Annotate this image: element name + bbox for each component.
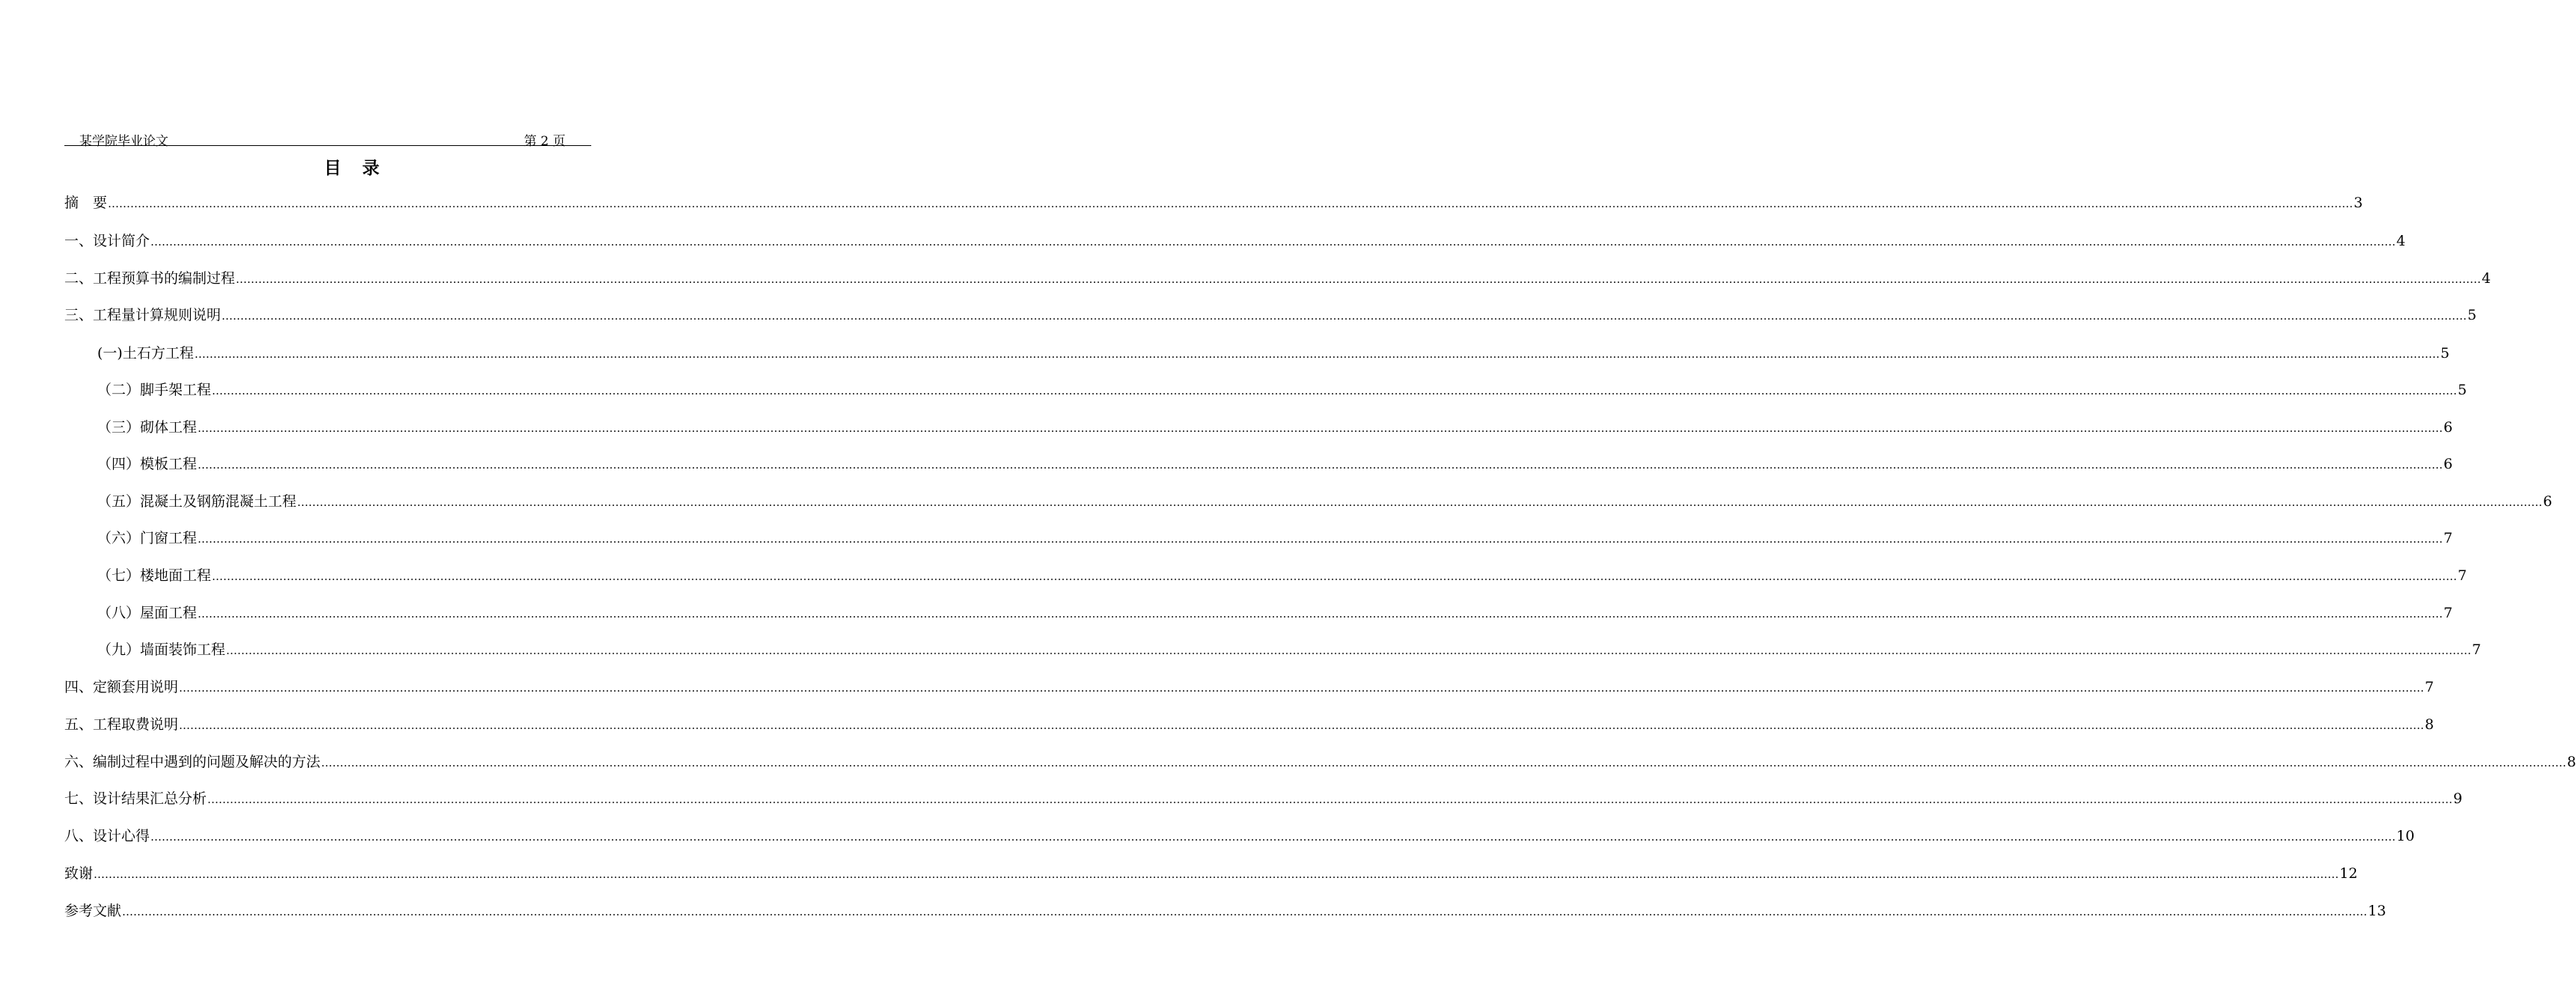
toc-subentry[interactable] <box>97 418 2453 436</box>
toc-subentry[interactable] <box>97 493 2553 510</box>
toc-entry-label: 土石方工程 <box>122 345 194 362</box>
toc-entry-label: 工程预算书的编制过程 <box>93 270 236 287</box>
toc-subentry[interactable] <box>97 641 2482 659</box>
toc-entry-page: 3 <box>2354 195 2363 211</box>
toc-entry[interactable] <box>64 753 2576 771</box>
toc-leader-dots: …………………………………………………………………………………………………………………………………………………………………………………………………………………………………………………………………………………………………………………………………………………………………………………………………………………………………………………………………………………………………………………………………………………… <box>179 681 2425 695</box>
toc-entry-label: 设计结果汇总分析 <box>93 790 207 807</box>
toc-entry-label: 墙面装饰工程 <box>140 641 226 658</box>
toc-entry-page: 9 <box>2453 790 2463 807</box>
toc-entry-label: 门窗工程 <box>140 530 198 546</box>
toc-entry-number: 一、 <box>64 233 94 249</box>
toc-entry-page: 7 <box>2444 605 2453 621</box>
toc-entry-label: 混凝土及钢筋混凝土工程 <box>140 493 297 510</box>
toc-entry-page: 5 <box>2440 345 2450 362</box>
toc-entry-number: 六、 <box>64 754 94 770</box>
toc-subentry[interactable] <box>97 529 2453 547</box>
toc-entry[interactable] <box>64 790 2463 808</box>
toc-subentry[interactable] <box>97 604 2453 622</box>
toc-leader-dots: …………………………………………………………………………………………………………………………………………………………………………………………………………………………………………………………………………………………………………………………………………………………………………………………………………………………………………………………………………………………………………………………………………………… <box>198 458 2444 472</box>
toc-leader-dots: …………………………………………………………………………………………………………………………………………………………………………………………………………………………………………………………………………………………………………………………………………………………………………………………………………………………………………………………………………………………………………………………………………………… <box>297 496 2543 509</box>
toc-subentry[interactable] <box>97 344 2450 362</box>
toc-entry-page: 8 <box>2567 754 2576 770</box>
toc-entry-page: 12 <box>2340 865 2358 882</box>
toc-leader-dots: …………………………………………………………………………………………………………………………………………………………………………………………………………………………………………………………………………………………………………………………………………………………………………………………………………………………………………………………………………………………………………………………………………………… <box>179 719 2425 732</box>
toc-entry-page: 13 <box>2368 903 2387 919</box>
toc-entry-number: 二、 <box>64 270 94 287</box>
page-header <box>64 130 591 149</box>
toc-entry-page: 7 <box>2425 679 2435 695</box>
toc-entry-label: 砌体工程 <box>140 419 198 436</box>
toc-entry-label: 脚手架工程 <box>140 382 212 398</box>
toc-entry-number: 致谢 <box>64 865 94 882</box>
toc-entry-acknowledgements[interactable] <box>64 865 2358 882</box>
toc-entry[interactable] <box>64 827 2415 845</box>
toc-entry-label: 设计简介 <box>93 233 150 249</box>
toc-entry[interactable] <box>64 306 2477 324</box>
toc-entry[interactable] <box>64 232 2406 250</box>
toc-leader-dots: …………………………………………………………………………………………………………………………………………………………………………………………………………………………………………………………………………………………………………………………………………………………………………………………………………………………………………………………………………………………………………………………………………………… <box>226 644 2472 657</box>
toc-entry-number: （九） <box>97 641 141 658</box>
toc-entry-number: （二） <box>97 382 141 398</box>
toc-entry-number: （五） <box>97 493 141 510</box>
toc-entry-number: （三） <box>97 419 141 436</box>
toc-entry-page: 6 <box>2543 493 2553 510</box>
toc-entry-number: 四、 <box>64 679 94 695</box>
toc-entry-label: 屋面工程 <box>140 605 198 621</box>
toc-leader-dots: …………………………………………………………………………………………………………………………………………………………………………………………………………………………………………………………………………………………………………………………………………………………………………………………………………………………………………………………………………………………………………………………………………………… <box>198 421 2444 435</box>
toc-subentry[interactable] <box>97 381 2467 399</box>
toc-entry-page: 7 <box>2458 567 2467 584</box>
toc-entry-number: 摘 要 <box>64 195 108 211</box>
toc-entry-label: 定额套用说明 <box>93 679 179 695</box>
toc-entry-page: 5 <box>2467 307 2477 323</box>
toc-entry-page: 7 <box>2472 641 2482 658</box>
toc-leader-dots: …………………………………………………………………………………………………………………………………………………………………………………………………………………………………………………………………………………………………………………………………………………………………………………………………………………………………………………………………………………………………………………………………………………… <box>207 793 2453 806</box>
toc-entry-number: （七） <box>97 567 141 584</box>
toc-entry-label: 编制过程中遇到的问题及解决的方法 <box>93 754 321 770</box>
toc-leader-dots: …………………………………………………………………………………………………………………………………………………………………………………………………………………………………………………………………………………………………………………………………………………………………………………………………………………………………………………………………………………………………………………………………………………… <box>194 347 2440 361</box>
header-page-number: 第 2 页 <box>524 134 566 149</box>
toc-entry-page: 8 <box>2425 716 2435 733</box>
toc-entry-page: 4 <box>2482 270 2491 287</box>
toc-leader-dots: …………………………………………………………………………………………………………………………………………………………………………………………………………………………………………………………………………………………………………………………………………………………………………………………………………………………………………………………………………………………………………………………………………………… <box>198 607 2444 621</box>
toc-leader-dots: …………………………………………………………………………………………………………………………………………………………………………………………………………………………………………………………………………………………………………………………………………………………………………………………………………………………………………………………………………………………………………………………………………………… <box>108 197 2354 210</box>
page-title: 目 录 <box>323 159 387 178</box>
toc-entry-abstract[interactable] <box>64 194 2363 212</box>
toc-leader-dots: …………………………………………………………………………………………………………………………………………………………………………………………………………………………………………………………………………………………………………………………………………………………………………………………………………………………………………………………………………………………………………………………………………………… <box>236 272 2482 286</box>
toc-leader-dots: …………………………………………………………………………………………………………………………………………………………………………………………………………………………………………………………………………………………………………………………………………………………………………………………………………………………………………………………………………………………………………………………………………………… <box>94 868 2340 881</box>
toc-entry-number: 五、 <box>64 716 94 733</box>
toc-entry-page: 4 <box>2396 233 2406 249</box>
toc-leader-dots: …………………………………………………………………………………………………………………………………………………………………………………………………………………………………………………………………………………………………………………………………………………………………………………………………………………………………………………………………………………………………………………………………………………… <box>222 309 2467 323</box>
toc-entry-page: 10 <box>2396 828 2415 844</box>
toc-entry-references[interactable] <box>64 902 2387 920</box>
toc-leader-dots: …………………………………………………………………………………………………………………………………………………………………………………………………………………………………………………………………………………………………………………………………………………………………………………………………………………………………………………………………………………………………………………………………………………… <box>321 756 2567 769</box>
header-title: 某学院毕业论文 <box>79 134 168 149</box>
toc-entry-page: 6 <box>2444 456 2453 472</box>
toc-leader-dots: …………………………………………………………………………………………………………………………………………………………………………………………………………………………………………………………………………………………………………………………………………………………………………………………………………………………………………………………………………………………………………………………………………………… <box>150 830 2396 844</box>
toc-entry-number: 参考文献 <box>64 903 122 919</box>
toc-entry-label: 楼地面工程 <box>140 567 212 584</box>
toc-entry[interactable] <box>64 678 2435 696</box>
toc-entry-label: 设计心得 <box>93 828 150 844</box>
toc-leader-dots: …………………………………………………………………………………………………………………………………………………………………………………………………………………………………………………………………………………………………………………………………………………………………………………………………………………………………………………………………………………………………………………………………………………… <box>198 532 2444 546</box>
toc-subentry[interactable] <box>97 455 2453 473</box>
toc-entry-page: 6 <box>2444 419 2453 436</box>
toc-entry[interactable] <box>64 716 2435 734</box>
toc-entry-number: 八、 <box>64 828 94 844</box>
toc-entry-label: 工程取费说明 <box>93 716 179 733</box>
toc-entry-number: 三、 <box>64 307 94 323</box>
toc-entry-label: 模板工程 <box>140 456 198 472</box>
toc-leader-dots: …………………………………………………………………………………………………………………………………………………………………………………………………………………………………………………………………………………………………………………………………………………………………………………………………………………………………………………………………………………………………………………………………………………… <box>212 384 2458 397</box>
toc-subentry[interactable] <box>97 567 2467 585</box>
toc-leader-dots: …………………………………………………………………………………………………………………………………………………………………………………………………………………………………………………………………………………………………………………………………………………………………………………………………………………………………………………………………………………………………………………………………………………… <box>122 905 2368 918</box>
toc-leader-dots: …………………………………………………………………………………………………………………………………………………………………………………………………………………………………………………………………………………………………………………………………………………………………………………………………………………………………………………………………………………………………………………………………………………… <box>212 570 2458 583</box>
toc-entry-number: （四） <box>97 456 141 472</box>
toc-leader-dots: …………………………………………………………………………………………………………………………………………………………………………………………………………………………………………………………………………………………………………………………………………………………………………………………………………………………………………………………………………………………………………………………………………………… <box>150 235 2396 249</box>
toc-entry-number: （六） <box>97 530 141 546</box>
toc-entry-number: （八） <box>97 605 141 621</box>
toc-entry-number: (一) <box>97 345 123 362</box>
toc-entry-label: 工程量计算规则说明 <box>93 307 222 323</box>
toc-entry[interactable] <box>64 269 2491 287</box>
toc-entry-page: 7 <box>2444 530 2453 546</box>
toc-entry-number: 七、 <box>64 790 94 807</box>
toc-entry-page: 5 <box>2458 382 2467 398</box>
